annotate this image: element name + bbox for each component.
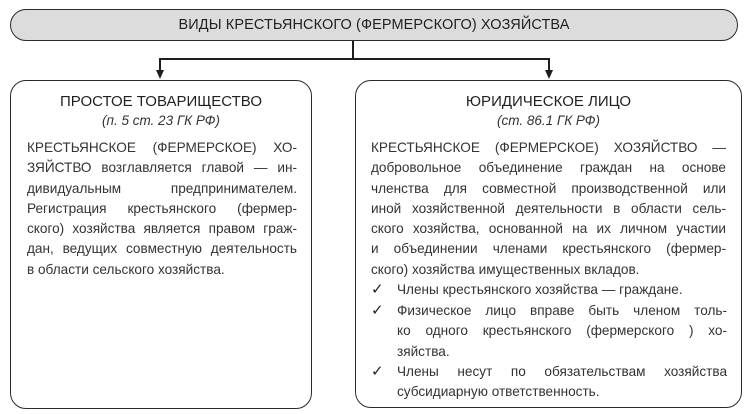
- description-text: [371, 138, 726, 280]
- connector-horizontal: [159, 58, 550, 60]
- legal-reference: (ст. 86.1 ГК РФ): [497, 113, 600, 128]
- text-line: зяйства.: [397, 343, 450, 359]
- text-line: ского) хозяйства является правом граж-: [27, 221, 297, 237]
- text-line: дан, ведущих совместную деятельность: [27, 241, 297, 257]
- legal-reference: (п. 5 ст. 23 ГК РФ): [102, 113, 220, 128]
- text-line: КРЕСТЬЯНСКОЕ (ФЕРМЕРСКОЕ) ХОЗЯЙСТВО —: [371, 140, 726, 155]
- text-line: дивидуальным предпринимателем.: [27, 180, 297, 196]
- text-line: в области сельского хозяйства.: [27, 261, 225, 277]
- text-line: ского хозяйства, основанной на их личном участии: [371, 221, 726, 237]
- text-line: иной хозяйственной деятельности в области сель-: [371, 200, 726, 216]
- text-line: добровольное объединение граждан на основе: [371, 160, 726, 176]
- text-line: и объединении членами крестьянского (фермер-: [371, 241, 726, 257]
- text-line: КРЕСТЬЯНСКОЕ (ФЕРМЕРСКОЕ) ХО-: [27, 140, 297, 155]
- box-title: ЮРИДИЧЕСКОЕ ЛИЦО: [465, 93, 632, 110]
- text-line: членства для совместной производственной или: [371, 180, 726, 196]
- bullet-item: [397, 362, 727, 403]
- arrow-down-icon: [545, 70, 553, 79]
- text-line: Члены несут по обязательствам хозяйства: [397, 364, 727, 379]
- checkmark-icon: ✓: [371, 281, 384, 298]
- arrow-down-icon: [156, 70, 164, 79]
- text-line: Члены крестьянского хозяйства — граждане.: [397, 282, 683, 297]
- text-line: ЗЯЙСТВО возглавляется главой — ин-: [27, 160, 297, 176]
- diagram-title: ВИДЫ КРЕСТЬЯНСКОГО (ФЕРМЕРСКОГО) ХОЗЯЙСТВА: [178, 17, 570, 33]
- bullet-item: [397, 280, 727, 300]
- text-line: субсидиарную ответственность.: [397, 384, 600, 400]
- description-text: [27, 138, 297, 280]
- text-line: Регистрация крестьянского (фермер-: [27, 200, 297, 216]
- text-line: ского) хозяйства имущественных вкладов.: [371, 261, 640, 277]
- diagram-title-box: [10, 9, 738, 41]
- bullet-item: [397, 301, 727, 362]
- simple-partnership-box: [10, 80, 312, 409]
- box-title: ПРОСТОЕ ТОВАРИЩЕСТВО: [60, 93, 262, 110]
- text-line: Физическое лицо вправе быть членом толь-: [397, 303, 727, 318]
- text-line: ко одного крестьянского (фермерского ) хо-: [397, 323, 727, 339]
- checkmark-icon: ✓: [371, 363, 384, 380]
- checkmark-icon: ✓: [371, 302, 384, 319]
- legal-entity-box: [355, 80, 742, 408]
